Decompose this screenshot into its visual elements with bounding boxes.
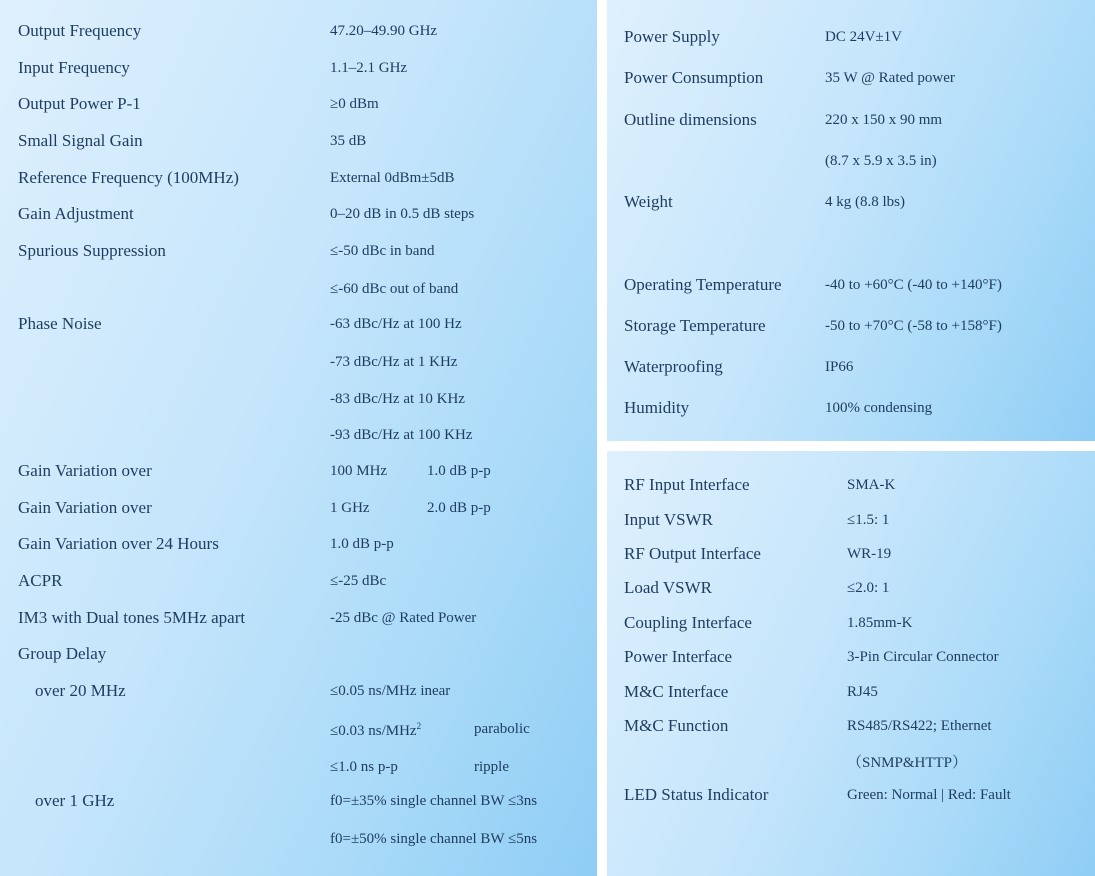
spec-value-secondary: 2.0 dB p-p [427,500,491,516]
spec-label: Group Delay [18,644,107,663]
spec-value: ≤1.5: 1 [847,512,890,528]
spec-value: ≥0 dBm [330,96,379,112]
spec-value: WR-19 [847,546,892,562]
spec-value-secondary: ripple [474,759,509,775]
spec-value: RJ45 [847,684,878,700]
spec-row-over-20mhz [0,681,597,705]
spec-row-phase-noise [0,314,597,338]
spec-row-outline-dimensions [607,110,1095,134]
spec-label: Gain Variation over [18,461,152,480]
spec-value: 1.0 dB p-p [330,536,394,552]
spec-label: Reference Frequency (100MHz) [18,168,239,187]
spec-value: ≤-60 dBc out of band [330,281,459,297]
spec-label: Waterproofing [624,357,723,376]
spec-value: 100% condensing [825,400,933,416]
spec-row-rf-input [607,475,1095,499]
spec-label: Input VSWR [624,510,713,529]
spec-row-mc-function-cont [607,749,1095,773]
spec-value: 4 kg (8.8 lbs) [825,194,905,210]
spec-row-gain-variation-1ghz [0,498,597,522]
spec-label: Outline dimensions [624,110,757,129]
spec-label: over 1 GHz [35,791,115,810]
spec-value: 100 MHz [330,463,388,479]
spec-row-power-supply [607,27,1095,51]
spec-value: 35 dB [330,133,367,149]
spec-label: RF Input Interface [624,475,750,494]
spec-label: Humidity [624,398,690,417]
spec-row-output-frequency [0,21,597,45]
spec-value: 220 x 150 x 90 mm [825,112,943,128]
spec-value: ≤-25 dBc [330,573,387,589]
spec-row-small-signal-gain [0,131,597,155]
spec-value-secondary: parabolic [474,721,530,737]
spec-value: Green: Normal | Red: Fault [847,787,1011,803]
spec-label: Output Power P-1 [18,94,141,113]
spec-row-humidity [607,398,1095,422]
spec-label: Spurious Suppression [18,241,166,260]
spec-value: ≤1.0 ns p-p [330,759,398,775]
spec-row-reference-frequency [0,168,597,192]
spec-row-gain-adjustment [0,204,597,228]
spec-row-led-status [607,785,1095,809]
spec-row-gain-variation-100mhz [0,461,597,485]
spec-row-power-consumption [607,68,1095,92]
spec-value: DC 24V±1V [825,29,902,45]
spec-row-input-frequency [0,58,597,82]
spec-value: -73 dBc/Hz at 1 KHz [330,354,458,370]
spec-label: ACPR [18,571,63,590]
spec-label: LED Status Indicator [624,785,769,804]
spec-value: ≤2.0: 1 [847,580,890,596]
spec-row-gain-variation-24h [0,534,597,558]
spec-row-over-1ghz [0,791,597,815]
spec-value: (8.7 x 5.9 x 3.5 in) [825,153,937,169]
spec-row-output-power [0,94,597,118]
specs-panel-physical [607,0,1095,441]
spec-label: Operating Temperature [624,275,782,294]
spec-row-outline-dimensions-cont [607,151,1095,175]
spec-row-operating-temperature [607,275,1095,299]
spec-row-mc-function [607,716,1095,740]
spec-row-acpr [0,571,597,595]
spec-value: IP66 [825,359,854,375]
spec-label: Gain Variation over [18,498,152,517]
spec-value: External 0dBm±5dB [330,170,455,186]
spec-value-secondary: 1.0 dB p-p [427,463,491,479]
spec-value [330,721,421,740]
parabolic-value: ≤0.03 ns/MHz [330,723,417,739]
spec-label: Phase Noise [18,314,102,333]
spec-value: -93 dBc/Hz at 100 KHz [330,427,473,443]
spec-value: 47.20–49.90 GHz [330,23,438,39]
spec-value: -83 dBc/Hz at 10 KHz [330,391,465,407]
spec-row-over-1ghz-cont [0,829,597,853]
superscript: 2 [416,721,422,731]
spec-row-coupling [607,613,1095,637]
spec-row-input-vswr [607,510,1095,534]
spec-value: 1.1–2.1 GHz [330,60,408,76]
spec-value: 0–20 dB in 0.5 dB steps [330,206,475,222]
spec-label: Power Supply [624,27,720,46]
spec-row-im3 [0,608,597,632]
spec-row-over-20mhz-parabolic [0,719,597,743]
spec-row-phase-noise-cont [0,389,597,413]
spec-label: Gain Adjustment [18,204,134,223]
spec-row-weight [607,192,1095,216]
spec-label: Weight [624,192,673,211]
spec-row-over-20mhz-ripple [0,757,597,781]
specs-panel-interfaces [607,451,1095,876]
spec-label: Small Signal Gain [18,131,143,150]
spec-row-mc-interface [607,682,1095,706]
spec-label: over 20 MHz [35,681,126,700]
spec-row-phase-noise-cont [0,352,597,376]
spec-value: 1 GHz [330,500,370,516]
spec-label: Power Consumption [624,68,764,87]
spec-value: f0=±50% single channel BW ≤5ns [330,831,538,847]
spec-value: -25 dBc @ Rated Power [330,610,477,626]
spec-value: RS485/RS422; Ethernet [847,718,992,734]
spec-label: RF Output Interface [624,544,761,563]
spec-row-load-vswr [607,578,1095,602]
spec-label: Load VSWR [624,578,712,597]
spec-label: M&C Function [624,716,729,735]
spec-row-spurious-suppression-cont [0,279,597,303]
spec-row-group-delay [0,644,597,668]
spec-label: M&C Interface [624,682,729,701]
spec-value: ≤0.05 ns/MHz inear [330,683,451,699]
spec-row-power-interface [607,647,1095,671]
spec-row-spurious-suppression [0,241,597,265]
spec-value: 1.85mm-K [847,615,913,631]
spec-value: -40 to +60°C (-40 to +140°F) [825,277,1002,293]
spec-value: （SNMP&HTTP） [847,755,968,771]
spec-label: Input Frequency [18,58,130,77]
spec-label: Gain Variation over 24 Hours [18,534,219,553]
spec-label: IM3 with Dual tones 5MHz apart [18,608,246,627]
spec-row-phase-noise-cont [0,425,597,449]
spec-value: 35 W @ Rated power [825,70,955,86]
spec-label: Coupling Interface [624,613,752,632]
spec-label: Storage Temperature [624,316,766,335]
spec-value: ≤-50 dBc in band [330,243,435,259]
spec-label: Output Frequency [18,21,142,40]
spec-value: f0=±35% single channel BW ≤3ns [330,793,538,809]
spec-value: SMA-K [847,477,896,493]
spec-value: -50 to +70°C (-58 to +158°F) [825,318,1002,334]
spec-row-waterproofing [607,357,1095,381]
spec-row-rf-output [607,544,1095,568]
spec-value: 3-Pin Circular Connector [847,649,999,665]
spec-value: -63 dBc/Hz at 100 Hz [330,316,462,332]
spec-row-storage-temperature [607,316,1095,340]
spec-label: Power Interface [624,647,733,666]
